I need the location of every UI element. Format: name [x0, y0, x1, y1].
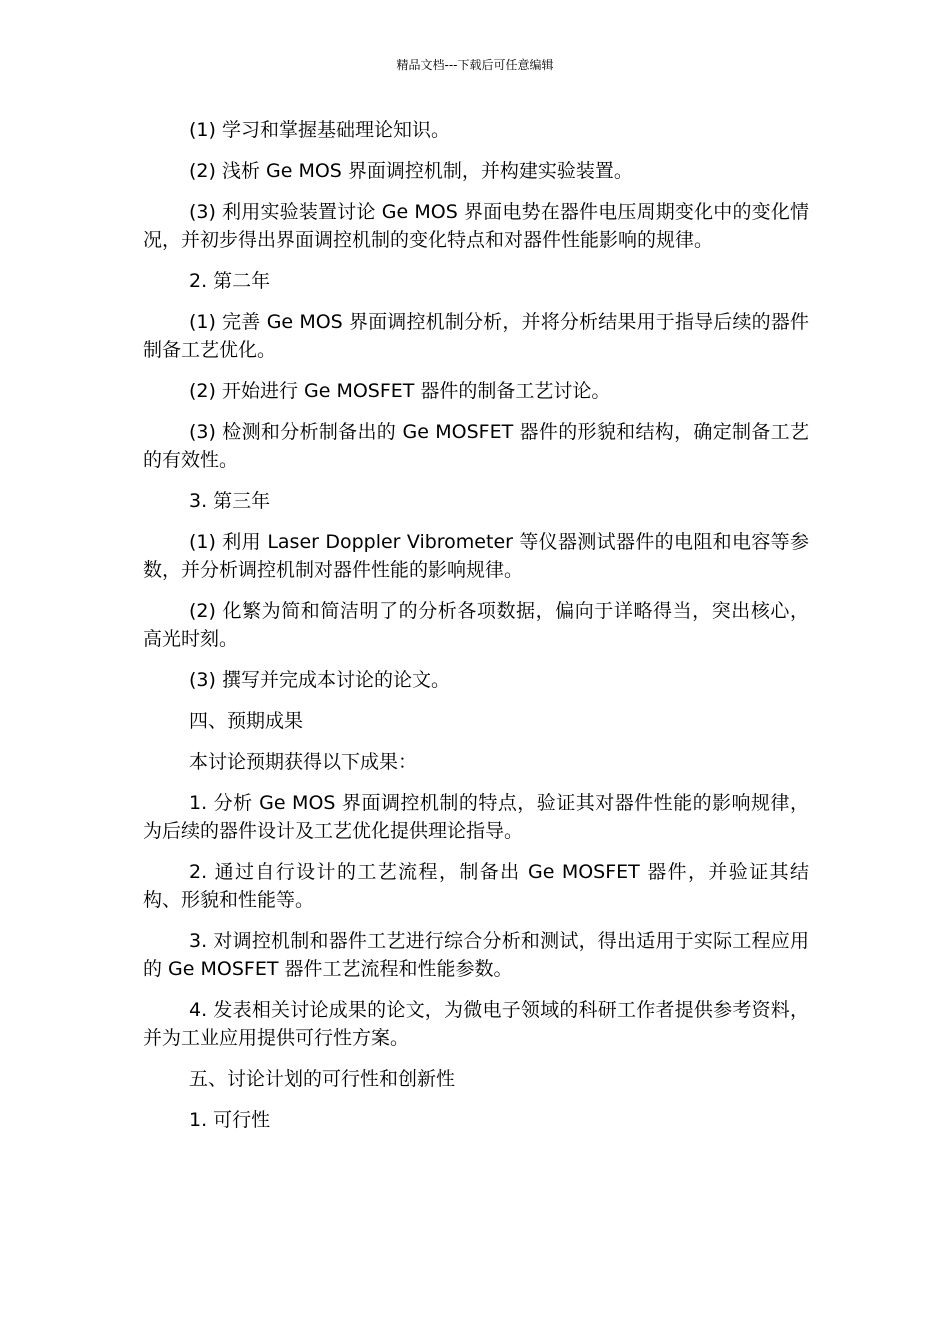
paragraph-year2-item1: (1) 完善 Ge MOS 界面调控机制分析，并将分析结果用于指导后续的器件制备工艺优化。 — [143, 311, 809, 361]
paragraph-year2-item2: (2) 开始进行 Ge MOSFET 器件的制备工艺讨论。 — [189, 380, 611, 402]
document-body — [143, 116, 809, 1147]
paragraph-year3-item3: (3) 撰写并完成本讨论的论文。 — [189, 669, 450, 691]
paragraph-result-3: 3. 对调控机制和器件工艺进行综合分析和测试，得出适用于实际工程应用的 Ge MOSFET 器件工艺流程和性能参数。 — [143, 930, 809, 980]
paragraph-year3-item1: (1) 利用 Laser Doppler Vibrometer 等仪器测试器件的电阻和电容等参数，并分析调控机制对器件性能的影响规律。 — [143, 531, 809, 581]
paragraph-year2-item3: (3) 检测和分析制备出的 Ge MOSFET 器件的形貌和结构，确定制备工艺的有效性。 — [143, 421, 809, 471]
paragraph-result-4: 4. 发表相关讨论成果的论文，为微电子领域的科研工作者提供参考资料，并为工业应用提供可行性方案。 — [143, 999, 809, 1049]
heading-feasibility-innovation: 五、讨论计划的可行性和创新性 — [189, 1068, 456, 1090]
paragraph-year1-item3: (3) 利用实验装置讨论 Ge MOS 界面电势在器件电压周期变化中的变化情况，并初步得出界面调控机制的变化特点和对器件性能影响的规律。 — [143, 201, 809, 251]
paragraph-year1-item2: (2) 浅析 Ge MOS 界面调控机制，并构建实验装置。 — [189, 160, 633, 182]
page-header: 精品文档---下载后可任意编辑 — [396, 58, 554, 72]
paragraph-result-1: 1. 分析 Ge MOS 界面调控机制的特点，验证其对器件性能的影响规律，为后续的器件设计及工艺优化提供理论指导。 — [143, 792, 809, 842]
paragraph-year3-item2: (2) 化繁为简和简洁明了的分析各项数据，偏向于详略得当，突出核心，高光时刻。 — [143, 600, 809, 650]
heading-year3: 3. 第三年 — [189, 490, 271, 512]
heading-expected-results: 四、预期成果 — [189, 710, 304, 732]
paragraph-results-intro: 本讨论预期获得以下成果： — [189, 751, 418, 773]
heading-feasibility: 1. 可行性 — [189, 1109, 271, 1131]
paragraph-result-2: 2. 通过自行设计的工艺流程，制备出 Ge MOSFET 器件，并验证其结构、形貌和性能等。 — [143, 861, 809, 911]
heading-year2: 2. 第二年 — [189, 270, 271, 292]
paragraph-year1-item1: (1) 学习和掌握基础理论知识。 — [189, 119, 450, 141]
